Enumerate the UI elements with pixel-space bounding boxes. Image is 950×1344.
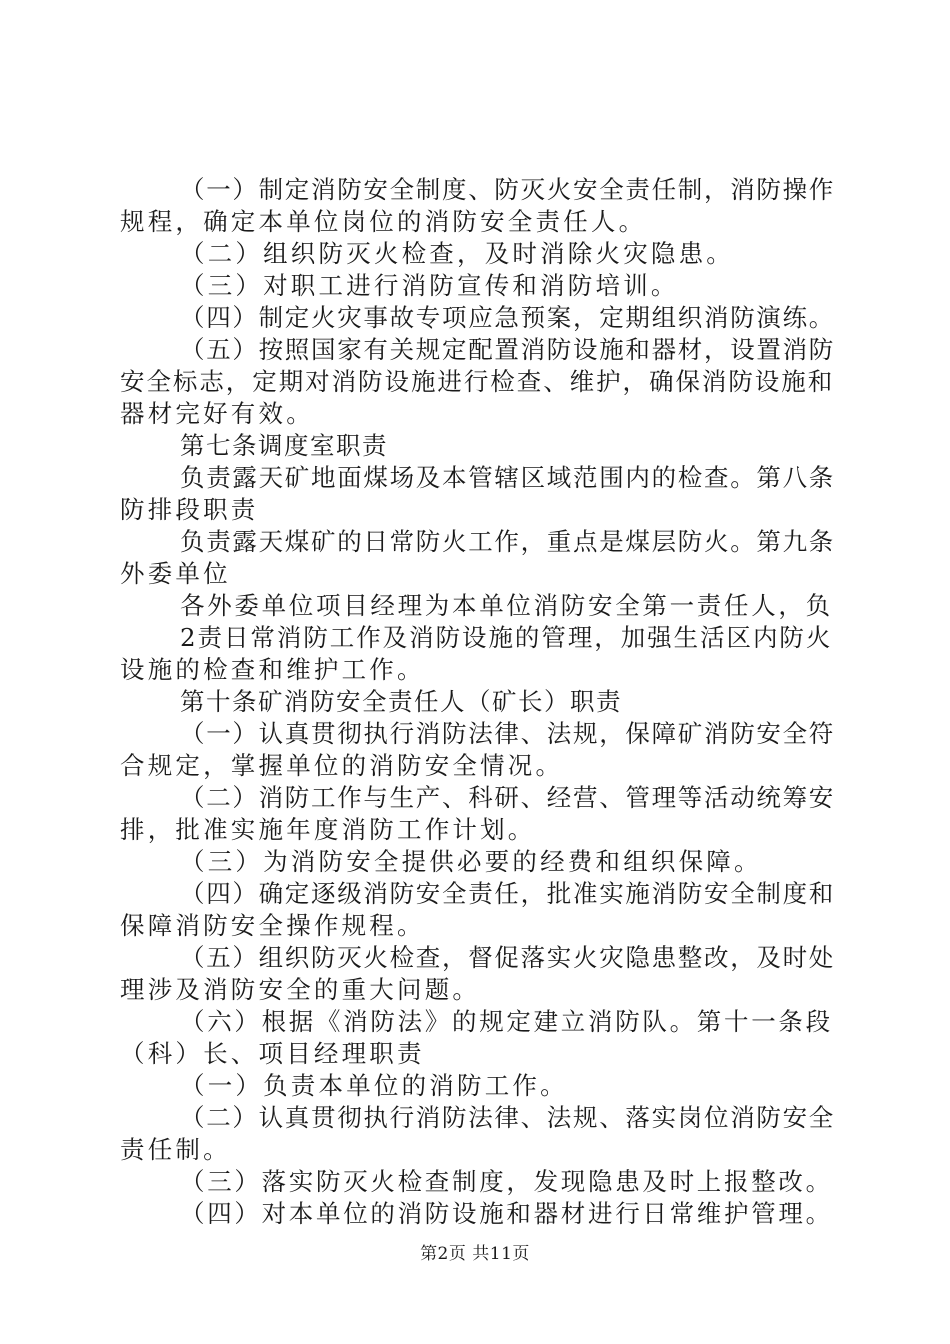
text-line: 理涉及消防安全的重大问题。 [120, 975, 481, 1004]
page-number-footer: 第2页 共11页 [420, 1244, 530, 1264]
text-line: （二）认真贯彻执行消防法律、法规、落实岗位消防安全 [180, 1103, 835, 1132]
text-line: 防排段职责 [120, 495, 259, 524]
text-line: （一）制定消防安全制度、防灭火安全责任制，消防操作 [180, 175, 835, 204]
text-line: （六）根据《消防法》的规定建立消防队。第十一条段 [180, 1007, 833, 1036]
text-line: （三）对职工进行消防宣传和消防培训。 [180, 271, 679, 300]
text-line: 器材完好有效。 [120, 399, 314, 428]
text-line: （一）负责本单位的消防工作。 [180, 1071, 568, 1100]
text-line: （科）长、项目经理职责 [120, 1039, 425, 1068]
text-line: 责任制。 [120, 1135, 231, 1164]
text-line: 排，批准实施年度消防工作计划。 [120, 815, 536, 844]
text-line: （四）对本单位的消防设施和器材进行日常维护管理。 [180, 1199, 833, 1228]
text-line: （一）认真贯彻执行消防法律、法规，保障矿消防安全符 [180, 719, 835, 748]
text-line: （三）为消防安全提供必要的经费和组织保障。 [180, 847, 762, 876]
text-line: 规程，确定本单位岗位的消防安全责任人。 [120, 207, 647, 236]
text-line: 外委单位 [120, 559, 231, 588]
text-line: （三）落实防灭火检查制度，发现隐患及时上报整改。 [180, 1167, 833, 1196]
text-line: （二）消防工作与生产、科研、经营、管理等活动统筹安 [180, 783, 835, 812]
text-line: （二）组织防灭火检查，及时消除火灾隐患。 [180, 239, 734, 268]
text-line: 2责日常消防工作及消防设施的管理，加强生活区内防火 [180, 623, 833, 652]
section-heading: 第十条矿消防安全责任人（矿长）职责 [180, 687, 622, 716]
text-line: 负责露天矿地面煤场及本管辖区域范围内的检查。第八条 [180, 463, 835, 492]
section-heading: 第七条调度室职责 [180, 431, 388, 460]
text-line: （五）组织防灭火检查，督促落实火灾隐患整改，及时处 [180, 943, 835, 972]
text-line: 设施的检查和维护工作。 [120, 655, 425, 684]
text-line: 合规定，掌握单位的消防安全情况。 [120, 751, 564, 780]
text-line: 保障消防安全操作规程。 [120, 911, 425, 940]
text-line: （四）制定火灾事故专项应急预案，定期组织消防演练。 [180, 303, 835, 332]
text-line: 各外委单位项目经理为本单位消防安全第一责任人，负 [180, 591, 833, 620]
text-line: 安全标志，定期对消防设施进行检查、维护，确保消防设施和 [120, 367, 835, 396]
text-line: 负责露天煤矿的日常防火工作，重点是煤层防火。第九条 [180, 527, 835, 556]
text-line: （四）确定逐级消防安全责任，批准实施消防安全制度和 [180, 879, 835, 908]
text-line: （五）按照国家有关规定配置消防设施和器材，设置消防 [180, 335, 835, 364]
